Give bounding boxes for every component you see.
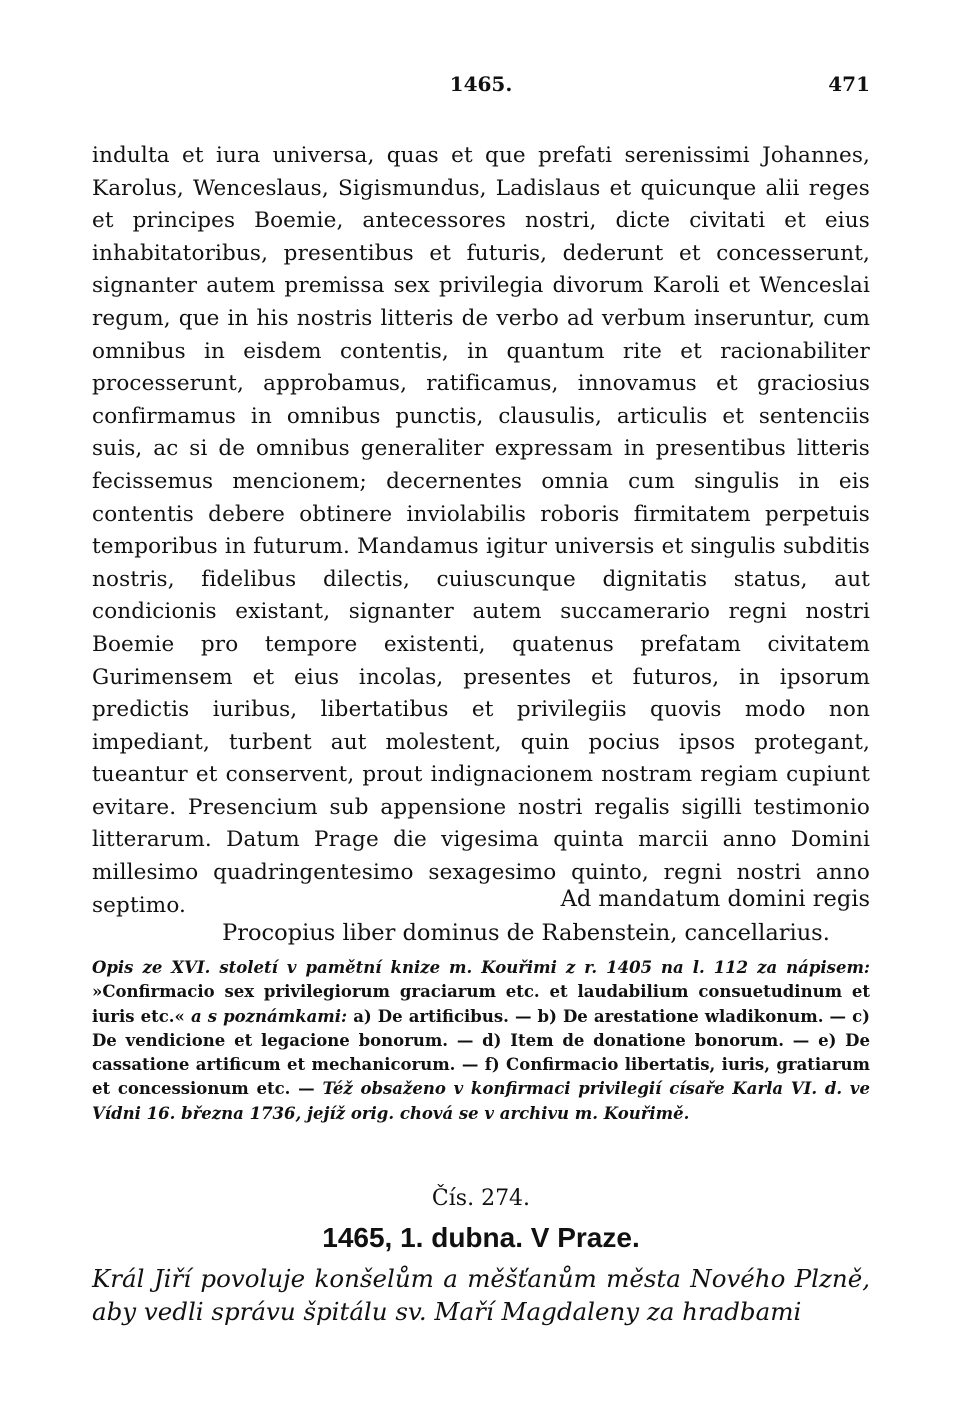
entry-dateline: 1465, 1. dubna. V Praze.: [322, 1222, 640, 1253]
entry-regest: [92, 1262, 870, 1328]
charter-paragraph: indulta et iura universa, quas et que prefati serenissimi Johannes, Karolus, Wenceslaus, Sigismundus, Ladislaus et quicunque alii reges et principes Boemie, antecessores nostri, dicte civitati et eius inhabitatoribus, presentibus et futuris, dederunt et concesserunt, signanter autem premissa sex privilegia divorum Karoli et Wenceslai regum, que in his nostris litteris de verbo ad verbum inseruntur, cum omnibus in eisdem contentis, in quantum rite et racionabiliter processerunt, approbamus, ratificamus, innovamus et graciosius confirmamus in omnibus punctis, clausulis, articulis et sentenciis suis, ac si de omnibus generaliter expressam in presentibus litteris fecissemus mencionem; decernentes omnia cum singulis in eis contentis debere obtinere inviolabilis roboris firmitatem perpetuis temporibus in futurum. Mandamus igitur universis et singulis subditis nostris, fidelibus dilectis, cuiuscunque dignitatis status, aut condicionis existant, signanter autem succamerario regni nostri Boemie pro tempore existenti, quatenus prefatam civitatem Gurimensem et eius incolas, presentes et futuros, in ipsorum predictis iuribus, libertatibus et privilegiis quovis modo non impediant, turbent aut molestent, quin pocius ipsos protegant, tueantur et conservent, prout indignacionem nostram regiam cupiunt evitare. Presencium sub appensione nostri regalis sigilli testimonio litterarum. Datum Prage die vigesima quinta marcii anno Domini millesimo quadringentesimo sexagesimo quinto, regni nostri anno septimo.: [92, 143, 870, 918]
footnote-notes: a) De artificibus. — b) De arestatione wladikonum. — c) De vendicione et legacione bonorum. — d) Item de donatione bonorum. — e) De cassatione artificum et mechanicorum. — f) Confirmacio libertatis, iuris, gratiarum et concessionum etc. —: [92, 1006, 870, 1099]
regest-text: Král Jiří povoluje konšelům a měšťanům města Nového Plzně, aby vedli správu špitálu sv. Maří Magdaleny za hradbami: [92, 1264, 870, 1326]
footnote-closing: Též obsaženo v konfirmaci privilegií císaře Karla VI. d. ve Vídni 16. března 1736, jejíž orig. chová se v archivu m. Kouřimě.: [92, 1079, 870, 1123]
editorial-footnote: [92, 956, 870, 1126]
footnote-intro: Opis ze XVI. století v pamětní knize m. Kouřimi z r. 1405 na l. 112 za nápisem:: [92, 958, 870, 977]
charter-text: [92, 140, 870, 922]
page-number: 471: [828, 72, 870, 96]
signature-line-chancellor: Procopius liber dominus de Rabenstein, cancellarius.: [222, 920, 830, 946]
footnote-notes-label: a s poznámkami:: [190, 1006, 348, 1026]
signature-line-mandate: Ad mandatum domini regis: [560, 886, 870, 912]
running-head-year: 1465.: [449, 72, 513, 96]
footnote-quote: »Confirmacio sex privilegiorum graciarum etc. et laudabilium consuetudinum et iuris etc.«: [92, 982, 870, 1026]
page-header: [92, 72, 870, 102]
entry-number: Čís. 274.: [431, 1186, 531, 1211]
